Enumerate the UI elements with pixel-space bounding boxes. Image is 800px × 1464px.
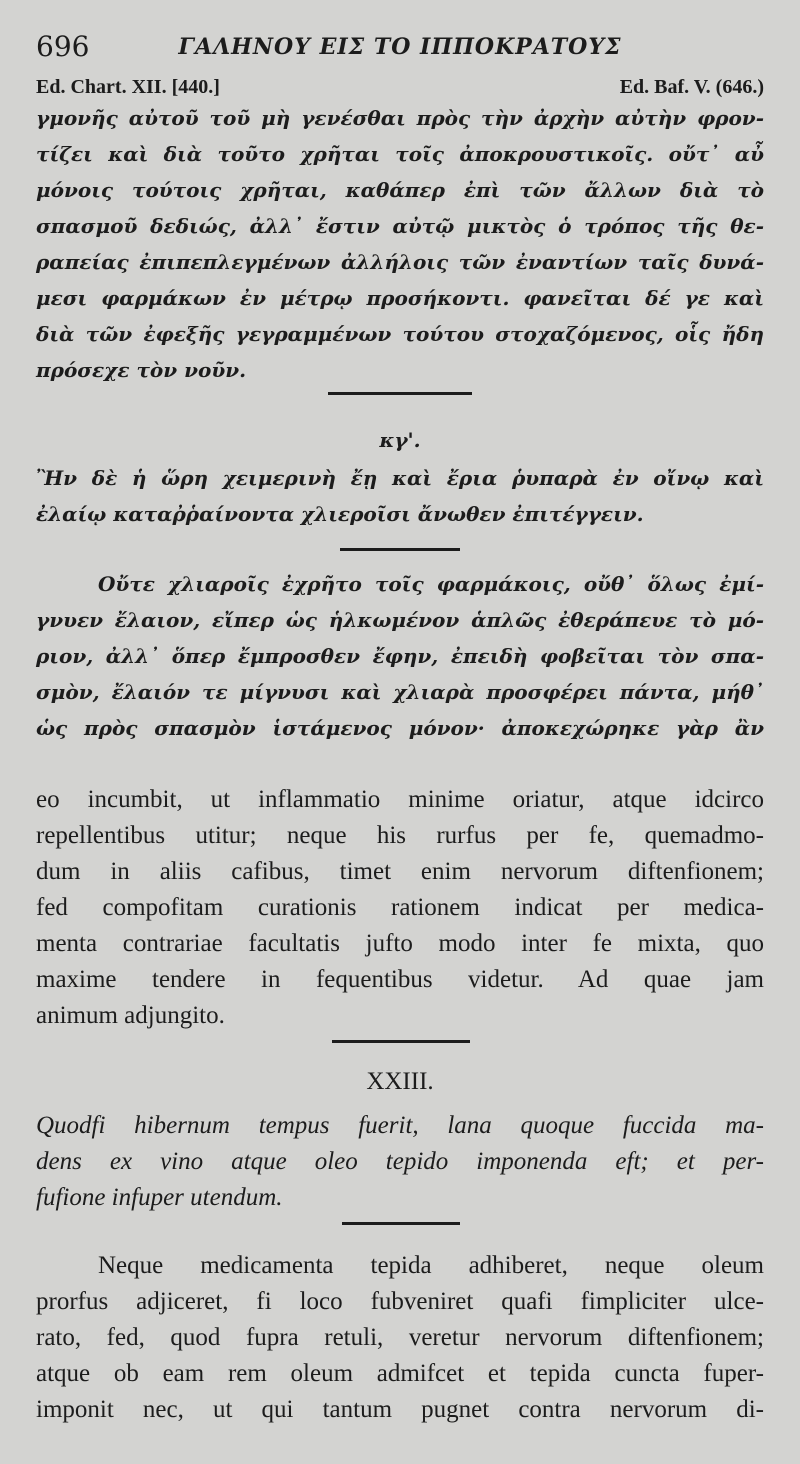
text-line: Neque medicamenta tepida adhiberet, neque oleum — [98, 1252, 764, 1279]
text-line: fed compofitam curationis rationem indicat per medica- — [36, 894, 764, 921]
text-line: ἐλαίῳ καταῤῥαίνοντα χλιεροῖσι ἄνωθεν ἐπιτέγγειν. — [36, 502, 644, 526]
text-line: Οὔτε χλιαροῖς ἐχρῆτο τοῖς φαρμάκοις, οὔθ᾽ ὅλως ἐμί- — [98, 572, 764, 596]
page-header — [36, 30, 764, 66]
text-line: διὰ τῶν ἐφεξῆς γεγραμμένων τούτου στοχαζόμενος, οἷς ἤδη — [36, 322, 764, 346]
text-line: ὡς πρὸς σπασμὸν ἱστάμενος μόνον· ἀποκεχώρηκε γὰρ ἂν — [36, 716, 764, 740]
text-line: dens ex vino atque oleo tepido imponenda eft; et per- — [36, 1148, 764, 1175]
text-line: animum adjungito. — [36, 1002, 225, 1029]
latin-aphorism — [36, 1108, 764, 1216]
section-rule — [328, 392, 472, 395]
section-rule — [332, 1040, 470, 1043]
text-line: σπασμοῦ δεδιώς, ἀλλ᾽ ἔστιν αὐτῷ μικτὸς ὁ τρόπος τῆς θε- — [36, 214, 764, 238]
section-rule — [342, 1222, 460, 1225]
text-line: ριον, ἀλλ᾽ ὅπερ ἔμπροσθεν ἔφην, ἐπειδὴ φοβεῖται τὸν σπα- — [36, 644, 764, 668]
text-line: σμὸν, ἔλαιόν τε μίγνυσι καὶ χλιαρὰ προσφέρει πάντα, μήθ᾽ — [36, 680, 764, 704]
text-line: prorfus adjiceret, fi loco fubveniret quafi fimpliciter ulce- — [36, 1288, 764, 1315]
greek-commentary-2 — [36, 566, 764, 746]
text-line: τίζει καὶ διὰ τοῦτο χρῆται τοῖς ἀποκρουστικοῖς. οὔτ᾽ αὖ — [36, 142, 764, 166]
latin-section-heading — [36, 1064, 764, 1100]
greek-commentary — [36, 100, 764, 388]
text-line: μεσι φαρμάκων ἐν μέτρῳ προσήκοντι. φανεῖται δέ γε καὶ — [36, 286, 764, 310]
text-line: Quodfi hibernum tempus fuerit, lana quoque fuccida ma- — [36, 1112, 764, 1139]
latin-commentary-2 — [36, 1248, 764, 1428]
text-line: dum in aliis cafibus, timet enim nervorum diftenfionem; — [36, 858, 764, 885]
greek-section-heading — [36, 422, 764, 458]
latin-section-number: XXIII. — [366, 1068, 434, 1095]
greek-aphorism — [36, 460, 764, 532]
text-line: γμονῆς αὐτοῦ τοῦ μὴ γενέσθαι πρὸς τὴν ἀρχὴν αὐτὴν φρον- — [36, 106, 764, 130]
greek-section-number: κγ'. — [379, 428, 421, 452]
text-line: rato, fed, quod fupra retuli, veretur nervorum diftenfionem; — [36, 1324, 764, 1351]
latin-commentary — [36, 782, 764, 1034]
text-line: repellentibus utitur; neque his rurfus per fe, quemadmo- — [36, 822, 764, 849]
text-line: γνυεν ἔλαιον, εἴπερ ὡς ἡλκωμένον ἁπλῶς ἐθεράπευε τὸ μό- — [36, 608, 764, 632]
page-number: 696 — [36, 30, 90, 63]
text-line: atque ob eam rem oleum admifcet et tepida cuncta fuper- — [36, 1360, 764, 1387]
text-line: πρόσεχε τὸν νοῦν. — [36, 358, 247, 382]
edition-chartier: Ed. Chart. XII. [440.] — [36, 76, 220, 98]
text-line: imponit nec, ut qui tantum pugnet contra nervorum di- — [36, 1396, 764, 1423]
edition-basel: Ed. Baf. V. (646.) — [619, 76, 764, 98]
text-line: menta contrariae facultatis jufto modo inter fe mixta, quo — [36, 930, 764, 957]
text-line: μόνοις τούτοις χρῆται, καθάπερ ἐπὶ τῶν ἄλλων διὰ τὸ — [36, 178, 764, 202]
text-line: fufione infuper utendum. — [36, 1184, 283, 1211]
text-line: ραπείας ἐπιπεπλεγμένων ἀλλήλοις τῶν ἐναντίων ταῖς δυνά- — [36, 250, 764, 274]
text-line: eo incumbit, ut inflammatio minime oriatur, atque idcirco — [36, 786, 764, 813]
text-line: maxime tendere in fequentibus videtur. Ad quae jam — [36, 966, 764, 993]
text-line: Ἢν δὲ ἡ ὥρη χειμερινὴ ἔῃ καὶ ἔρια ῥυπαρὰ ἐν οἴνῳ καὶ — [36, 466, 764, 490]
section-rule — [340, 548, 460, 551]
running-title: ΓΑΛΗΝΟΥ ΕΙΣ ΤΟ ΙΠΠΟΚΡΑΤΟΥΣ — [178, 34, 622, 60]
